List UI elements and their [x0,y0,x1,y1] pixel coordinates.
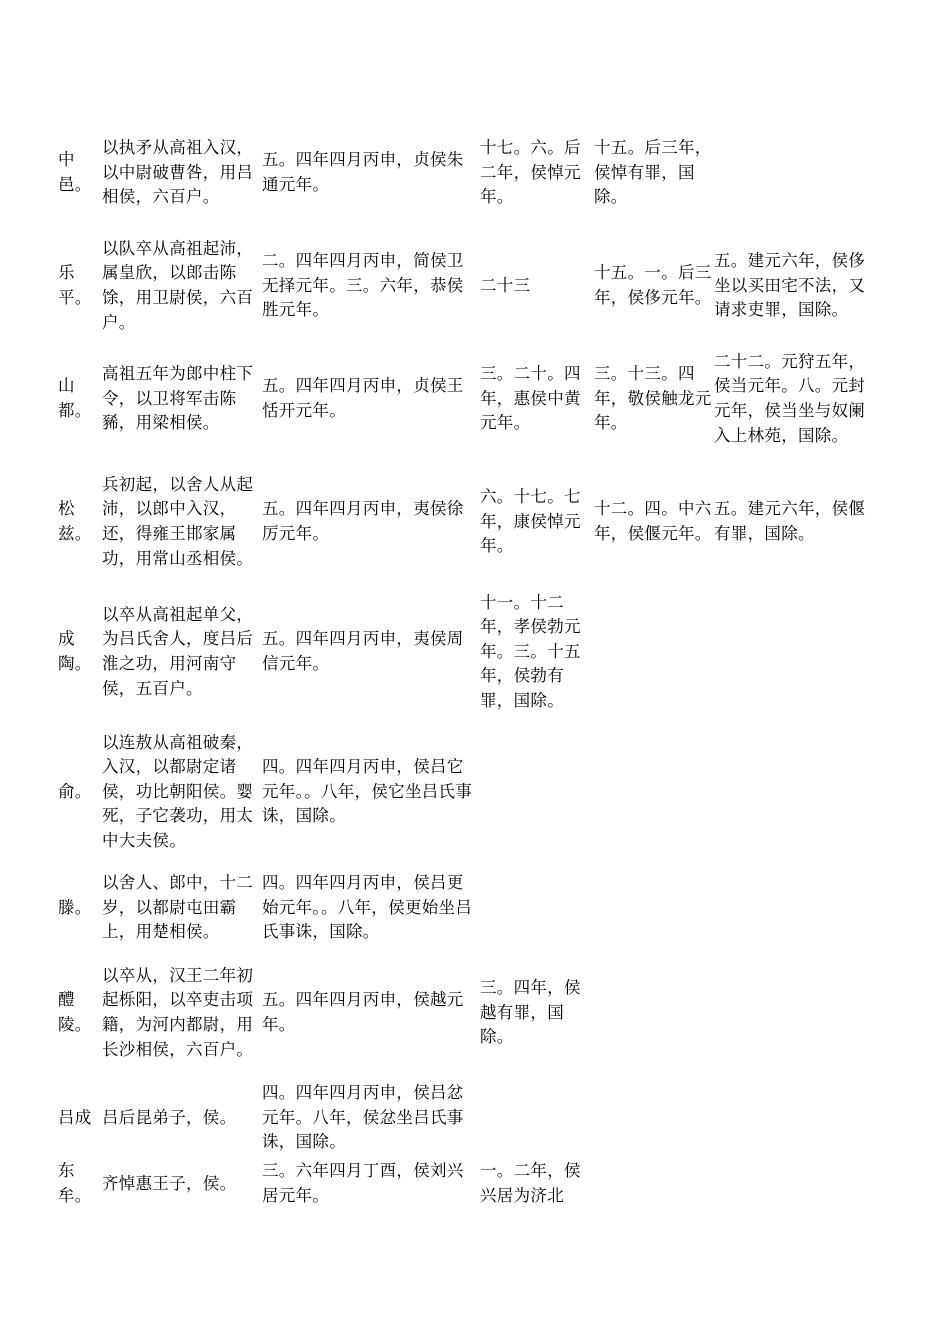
gaozu-reign-entry: 五。四年四月丙申，夷侯周信元年。 [262,629,464,673]
merit-description: 以连敖从高祖破秦，入汉，以都尉定诸侯，功比朝阳侯。婴死，子它袭功，用太中大夫侯。 [102,732,254,850]
fifth-period-entry: 二十二。元狩五年，侯当元年。八。元封元年，侯当坐与奴阑入上林苑，国除。 [714,351,866,445]
table-row [58,1158,870,1210]
marquisate-name: 东牟。 [58,1161,92,1205]
merit-description: 以执矛从高祖入汉，以中尉破曹咎，用吕相侯，六百户。 [102,138,254,207]
gaozu-reign-entry: 四。四年四月丙申，侯吕它元年。。八年，侯它坐吕氏事诛，国除。 [262,757,473,826]
gaozu-reign-entry: 四。四年四月丙申，侯吕忿元年。八年，侯忿坐吕氏事诛，国除。 [262,1083,464,1152]
table-row [58,716,870,868]
marquisate-name: 成陶。 [58,629,92,673]
gaozu-reign-entry: 五。四年四月丙申，夷侯徐厉元年。 [262,499,464,543]
marquisate-name: 中邑。 [58,150,92,194]
marquisate-name: 吕成 [58,1107,92,1127]
gaozu-reign-entry: 五。四年四月丙申，贞侯朱通元年。 [262,150,464,194]
marquisate-name: 俞。 [58,781,92,801]
marquisate-name: 山都。 [58,376,92,420]
marquisate-name: 滕。 [58,897,92,917]
gaozu-reign-entry: 五。四年四月丙申，侯越元年。 [262,990,464,1034]
merit-description: 以卒从，汉王二年初起栎阳，以卒吏击项籍，为河内都尉，用长沙相侯，六百户。 [102,965,254,1059]
marquis-table [58,116,870,1210]
fourth-period-entry: 十五。一。后三年，侯侈元年。 [594,263,712,307]
table-row [58,456,870,588]
merit-description: 以舍人、郎中，十二岁，以都尉屯田霸上，用楚相侯。 [102,873,254,942]
fourth-period-entry: 十二。四。中六年，侯偃元年。 [594,499,712,543]
merit-description: 齐悼惠王子，侯。 [102,1173,237,1193]
marquisate-name: 乐平。 [58,263,92,307]
table-row [58,588,870,716]
marquisate-name: 醴陵。 [58,990,92,1034]
table-row [58,1078,870,1158]
merit-description: 高祖五年为郎中柱下令，以卫将军击陈豨，用梁相侯。 [102,364,254,433]
marquisate-name: 松兹。 [58,499,92,543]
third-period-entry: 十七。六。后二年，侯悼元年。 [480,138,581,207]
fourth-period-entry: 十五。后三年，侯悼有罪，国除。 [594,138,712,207]
table-row [58,868,870,948]
merit-description: 以卒从高祖起单父，为吕氏舍人，度吕后淮之功，用河南守侯，五百户。 [102,604,254,698]
gaozu-reign-entry: 五。四年四月丙申，贞侯王恬开元年。 [262,376,464,420]
table-row [58,230,870,342]
third-period-entry: 三。二十。四年，惠侯中黄元年。 [480,364,581,433]
third-period-entry: 六。十七。七年，康侯悼元年。 [480,487,581,556]
third-period-entry: 三。四年，侯越有罪，国除。 [480,978,581,1047]
third-period-entry: 一。二年，侯兴居为济北 [480,1161,581,1205]
third-period-entry: 二十三 [480,275,531,295]
table-row [58,116,870,230]
merit-description: 吕后昆弟子，侯。 [102,1107,237,1127]
fifth-period-entry: 五。建元六年，侯侈坐以买田宅不法，又请求吏罪，国除。 [714,251,866,320]
table-row [58,342,870,456]
fourth-period-entry: 三。十三。四年，敬侯触龙元年。 [594,364,712,433]
gaozu-reign-entry: 二。四年四月丙申，简侯卫无择元年。三。六年，恭侯胜元年。 [262,251,464,320]
merit-description: 兵初起，以舍人从起沛，以郎中入汉，还，得雍王邯家属功，用常山丞相侯。 [102,474,254,568]
fifth-period-entry: 五。建元六年，侯偃有罪，国除。 [714,499,866,543]
table-row [58,948,870,1078]
third-period-entry: 十一。十二年，孝侯勃元年。三。十五年，侯勃有罪，国除。 [480,592,581,710]
gaozu-reign-entry: 四。四年四月丙申，侯吕更始元年。。八年，侯更始坐吕氏事诛，国除。 [262,873,473,942]
gaozu-reign-entry: 三。六年四月丁酉，侯刘兴居元年。 [262,1161,464,1205]
merit-description: 以队卒从高祖起沛，属皇欣，以郎击陈馀，用卫尉侯，六百户。 [102,238,254,332]
